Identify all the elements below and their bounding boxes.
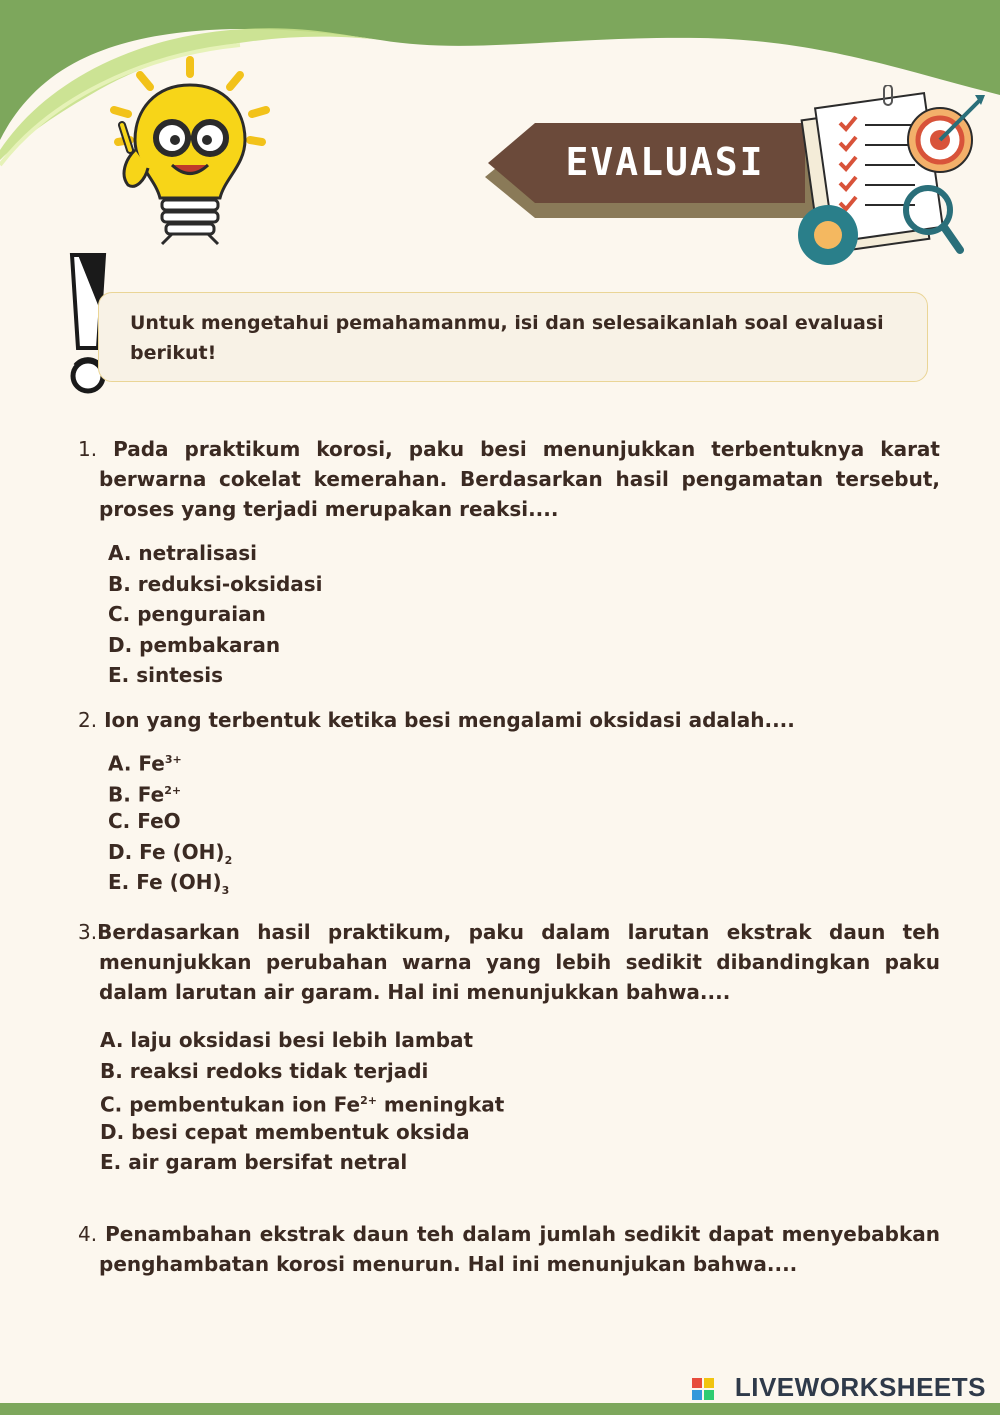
question-4 bbox=[78, 1219, 940, 1279]
question-4-line-2: penghambatan korosi menurun. Hal ini menunjukan bahwa.... bbox=[99, 1252, 798, 1276]
checklist-target-icon bbox=[780, 85, 990, 275]
option-3c[interactable]: C. pembentukan ion $Fe^{2+}$ meningkat bbox=[100, 1092, 505, 1117]
question-3-line-2: menunjukkan perubahan warna yang lebih sedikit dibandingkan paku bbox=[99, 950, 940, 974]
liveworksheets-logo-icon bbox=[692, 1378, 714, 1400]
option-3d[interactable]: D. besi cepat membentuk oksida bbox=[100, 1119, 470, 1144]
option-1c[interactable]: C. penguraian bbox=[108, 602, 266, 626]
option-3a[interactable]: A. laju oksidasi besi lebih lambat bbox=[100, 1028, 474, 1052]
question-number: 3. bbox=[78, 920, 98, 944]
option-1b[interactable]: B. reduksi-oksidasi bbox=[108, 571, 323, 596]
liveworksheets-watermark[interactable]: LIVEWORKSHEETS bbox=[734, 1372, 986, 1402]
option-2d[interactable]: D. Fe $(OH)_2$ bbox=[108, 839, 233, 867]
option-2e[interactable]: E. Fe $(OH)_3$ bbox=[108, 870, 230, 897]
question-3-line-1: 3.Berdasarkan hasil praktikum, paku dalam larutan ekstrak daun teh bbox=[78, 920, 940, 944]
option-2c[interactable]: C. FeO bbox=[108, 809, 181, 833]
question-3-line-3: dalam larutan air garam. Hal ini menunjukkan bahwa.... bbox=[99, 980, 731, 1004]
bottom-bar bbox=[0, 1403, 1000, 1415]
question-number: 2. bbox=[78, 708, 98, 732]
question-3 bbox=[78, 917, 940, 1007]
option-2a[interactable]: A. $Fe^{3+}$ bbox=[108, 751, 182, 776]
question-number: 1. bbox=[78, 437, 98, 461]
question-3-options bbox=[100, 1025, 504, 1178]
option-3e[interactable]: E. air garam bersifat netral bbox=[100, 1150, 408, 1174]
question-1-line-3: proses yang terjadi merupakan reaksi.... bbox=[99, 497, 559, 521]
question-number: 4. bbox=[78, 1222, 98, 1246]
page-title: EVALUASI bbox=[565, 140, 765, 184]
question-2-text: Ion yang terbentuk ketika besi mengalami oksidasi adalah.... bbox=[104, 708, 795, 732]
option-3b[interactable]: B. reaksi redoks tidak terjadi bbox=[100, 1058, 429, 1083]
question-2-options bbox=[108, 745, 232, 898]
question-1-line-1: 1. Pada praktikum korosi, paku besi menunjukkan terbentuknya karat bbox=[78, 437, 940, 461]
lightbulb-mascot-icon bbox=[100, 50, 280, 250]
question-4-line-1: 4. Penambahan ekstrak daun teh dalam jumlah sedikit dapat menyebabkan bbox=[78, 1222, 941, 1246]
question-1 bbox=[78, 434, 940, 524]
question-1-options bbox=[108, 538, 323, 691]
option-1d[interactable]: D. pembakaran bbox=[108, 632, 281, 657]
question-2 bbox=[78, 705, 940, 735]
option-2b[interactable]: B. $Fe^{2+}$ bbox=[108, 782, 182, 807]
question-1-line-2: berwarna cokelat kemerahan. Berdasarkan hasil pengamatan tersebut, bbox=[99, 467, 940, 491]
instruction-text: Untuk mengetahui pemahamanmu, isi dan selesaikanlah soal evaluasi berikut! bbox=[130, 312, 884, 364]
option-1e[interactable]: E. sintesis bbox=[108, 663, 224, 687]
option-1a[interactable]: A. netralisasi bbox=[108, 541, 258, 565]
